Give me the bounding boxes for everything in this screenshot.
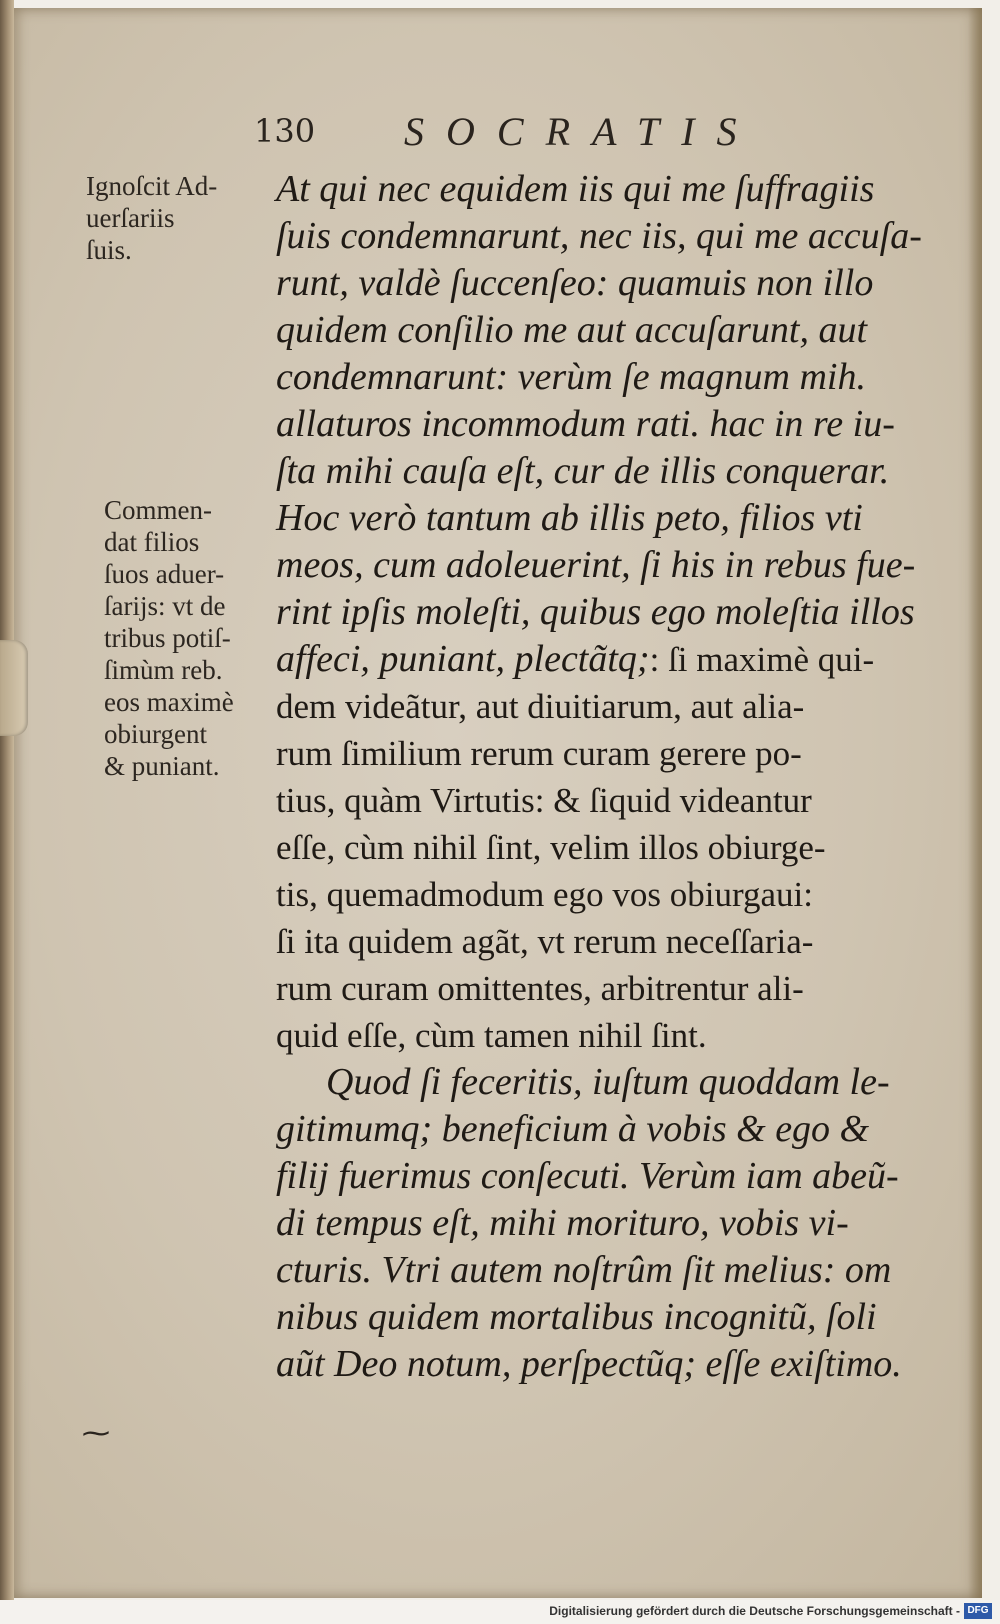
body-line: tis, quemadmodum ego vos obiurgaui: bbox=[276, 875, 813, 914]
body-line: aũt Deo notum, perſpectũq; eſſe exiſtimo. bbox=[276, 1343, 902, 1385]
body-line: eſſe, cùm nihil ſint, velim illos obiurge- bbox=[276, 828, 826, 867]
body-line: Quod ſi feceritis, iuſtum quoddam le- bbox=[326, 1061, 890, 1103]
book-spine-edge bbox=[0, 0, 14, 1600]
body-line: condemnarunt: verùm ſe magnum mih. bbox=[276, 356, 866, 398]
marginal-line: tribus potiſ- bbox=[104, 623, 231, 653]
body-line: ſta mihi cauſa eſt, cur de illis conquerar. bbox=[276, 450, 890, 492]
body-text bbox=[276, 166, 922, 1388]
digitization-footer bbox=[0, 1600, 1000, 1624]
dfg-logo-icon: DFG bbox=[964, 1603, 992, 1619]
body-line: ſi ita quidem agãt, vt rerum neceſſaria- bbox=[276, 922, 814, 961]
marginal-line: ſimùm reb. bbox=[104, 655, 223, 685]
page-number: 130 bbox=[254, 112, 316, 150]
body-line: rint ipſis moleſti, quibus ego moleſtia illos bbox=[276, 591, 915, 633]
marginal-line: Commen- bbox=[104, 495, 212, 525]
marginal-line: & puniant. bbox=[104, 751, 220, 781]
body-line: allaturos incommodum rati. hac in re iu- bbox=[276, 403, 895, 445]
body-line: rum curam omittentes, arbitrentur ali- bbox=[276, 969, 804, 1008]
body-line-roman-part: : ſi maximè qui- bbox=[649, 640, 875, 679]
body-line-italic-part: affeci, puniant, plectãtq; bbox=[276, 638, 650, 680]
marginal-line: uerſariis bbox=[86, 203, 175, 233]
body-line: cturis. Vtri autem noſtrûm ſit melius: om bbox=[276, 1249, 892, 1291]
page-header bbox=[254, 108, 814, 158]
footer-credit: Digitalisierung gefördert durch die Deutsche Forschungsgemeinschaft - bbox=[549, 1604, 960, 1618]
book-page bbox=[14, 8, 982, 1598]
marginal-line: eos maximè bbox=[104, 687, 234, 717]
marginal-line: dat filios bbox=[104, 527, 200, 557]
body-line: runt, valdè ſuccenſeo: quamuis non illo bbox=[276, 262, 874, 304]
body-line: ſuis condemnarunt, nec iis, qui me accuſa- bbox=[276, 215, 922, 257]
body-line: rum ſimilium rerum curam gerere po- bbox=[276, 734, 802, 773]
body-line: filij fuerimus conſecuti. Verùm iam abeũ- bbox=[276, 1155, 899, 1197]
body-line: dem videãtur, aut diuitiarum, aut alia- bbox=[276, 687, 805, 726]
marginal-line: ſuos aduer- bbox=[104, 559, 225, 589]
marginal-line: obiurgent bbox=[104, 719, 207, 749]
body-line: tius, quàm Virtutis: & ſiquid videantur bbox=[276, 781, 812, 820]
marginal-line: ſuis. bbox=[86, 235, 132, 265]
body-line-mixed bbox=[276, 636, 916, 683]
body-line: nibus quidem mortalibus incognitũ, ſoli bbox=[276, 1296, 877, 1338]
marginal-line: Ignoſcit Ad- bbox=[86, 171, 218, 201]
body-line: quid eſſe, cùm tamen nihil ſint. bbox=[276, 1016, 707, 1055]
ink-blot-mark: ⁓ bbox=[82, 1416, 110, 1449]
book-clasp bbox=[0, 640, 28, 736]
marginal-note-1 bbox=[86, 170, 256, 266]
marginal-note-2 bbox=[104, 494, 274, 782]
body-line: Hoc verò tantum ab illis peto, filios vti bbox=[276, 497, 863, 539]
page-edge-shadow bbox=[968, 8, 982, 1598]
body-line: quidem conſilio me aut accuſarunt, aut bbox=[276, 309, 868, 351]
body-line: meos, cum adoleuerint, ſi his in rebus fue- bbox=[276, 544, 916, 586]
running-head: SOCRATIS bbox=[404, 109, 759, 154]
marginal-line: ſarijs: vt de bbox=[104, 591, 226, 621]
body-line: At qui nec equidem iis qui me ſuffragiis bbox=[276, 168, 875, 210]
body-line: gitimumq; beneficium à vobis & ego & bbox=[276, 1108, 870, 1150]
body-line: di tempus eſt, mihi morituro, vobis vi- bbox=[276, 1202, 849, 1244]
